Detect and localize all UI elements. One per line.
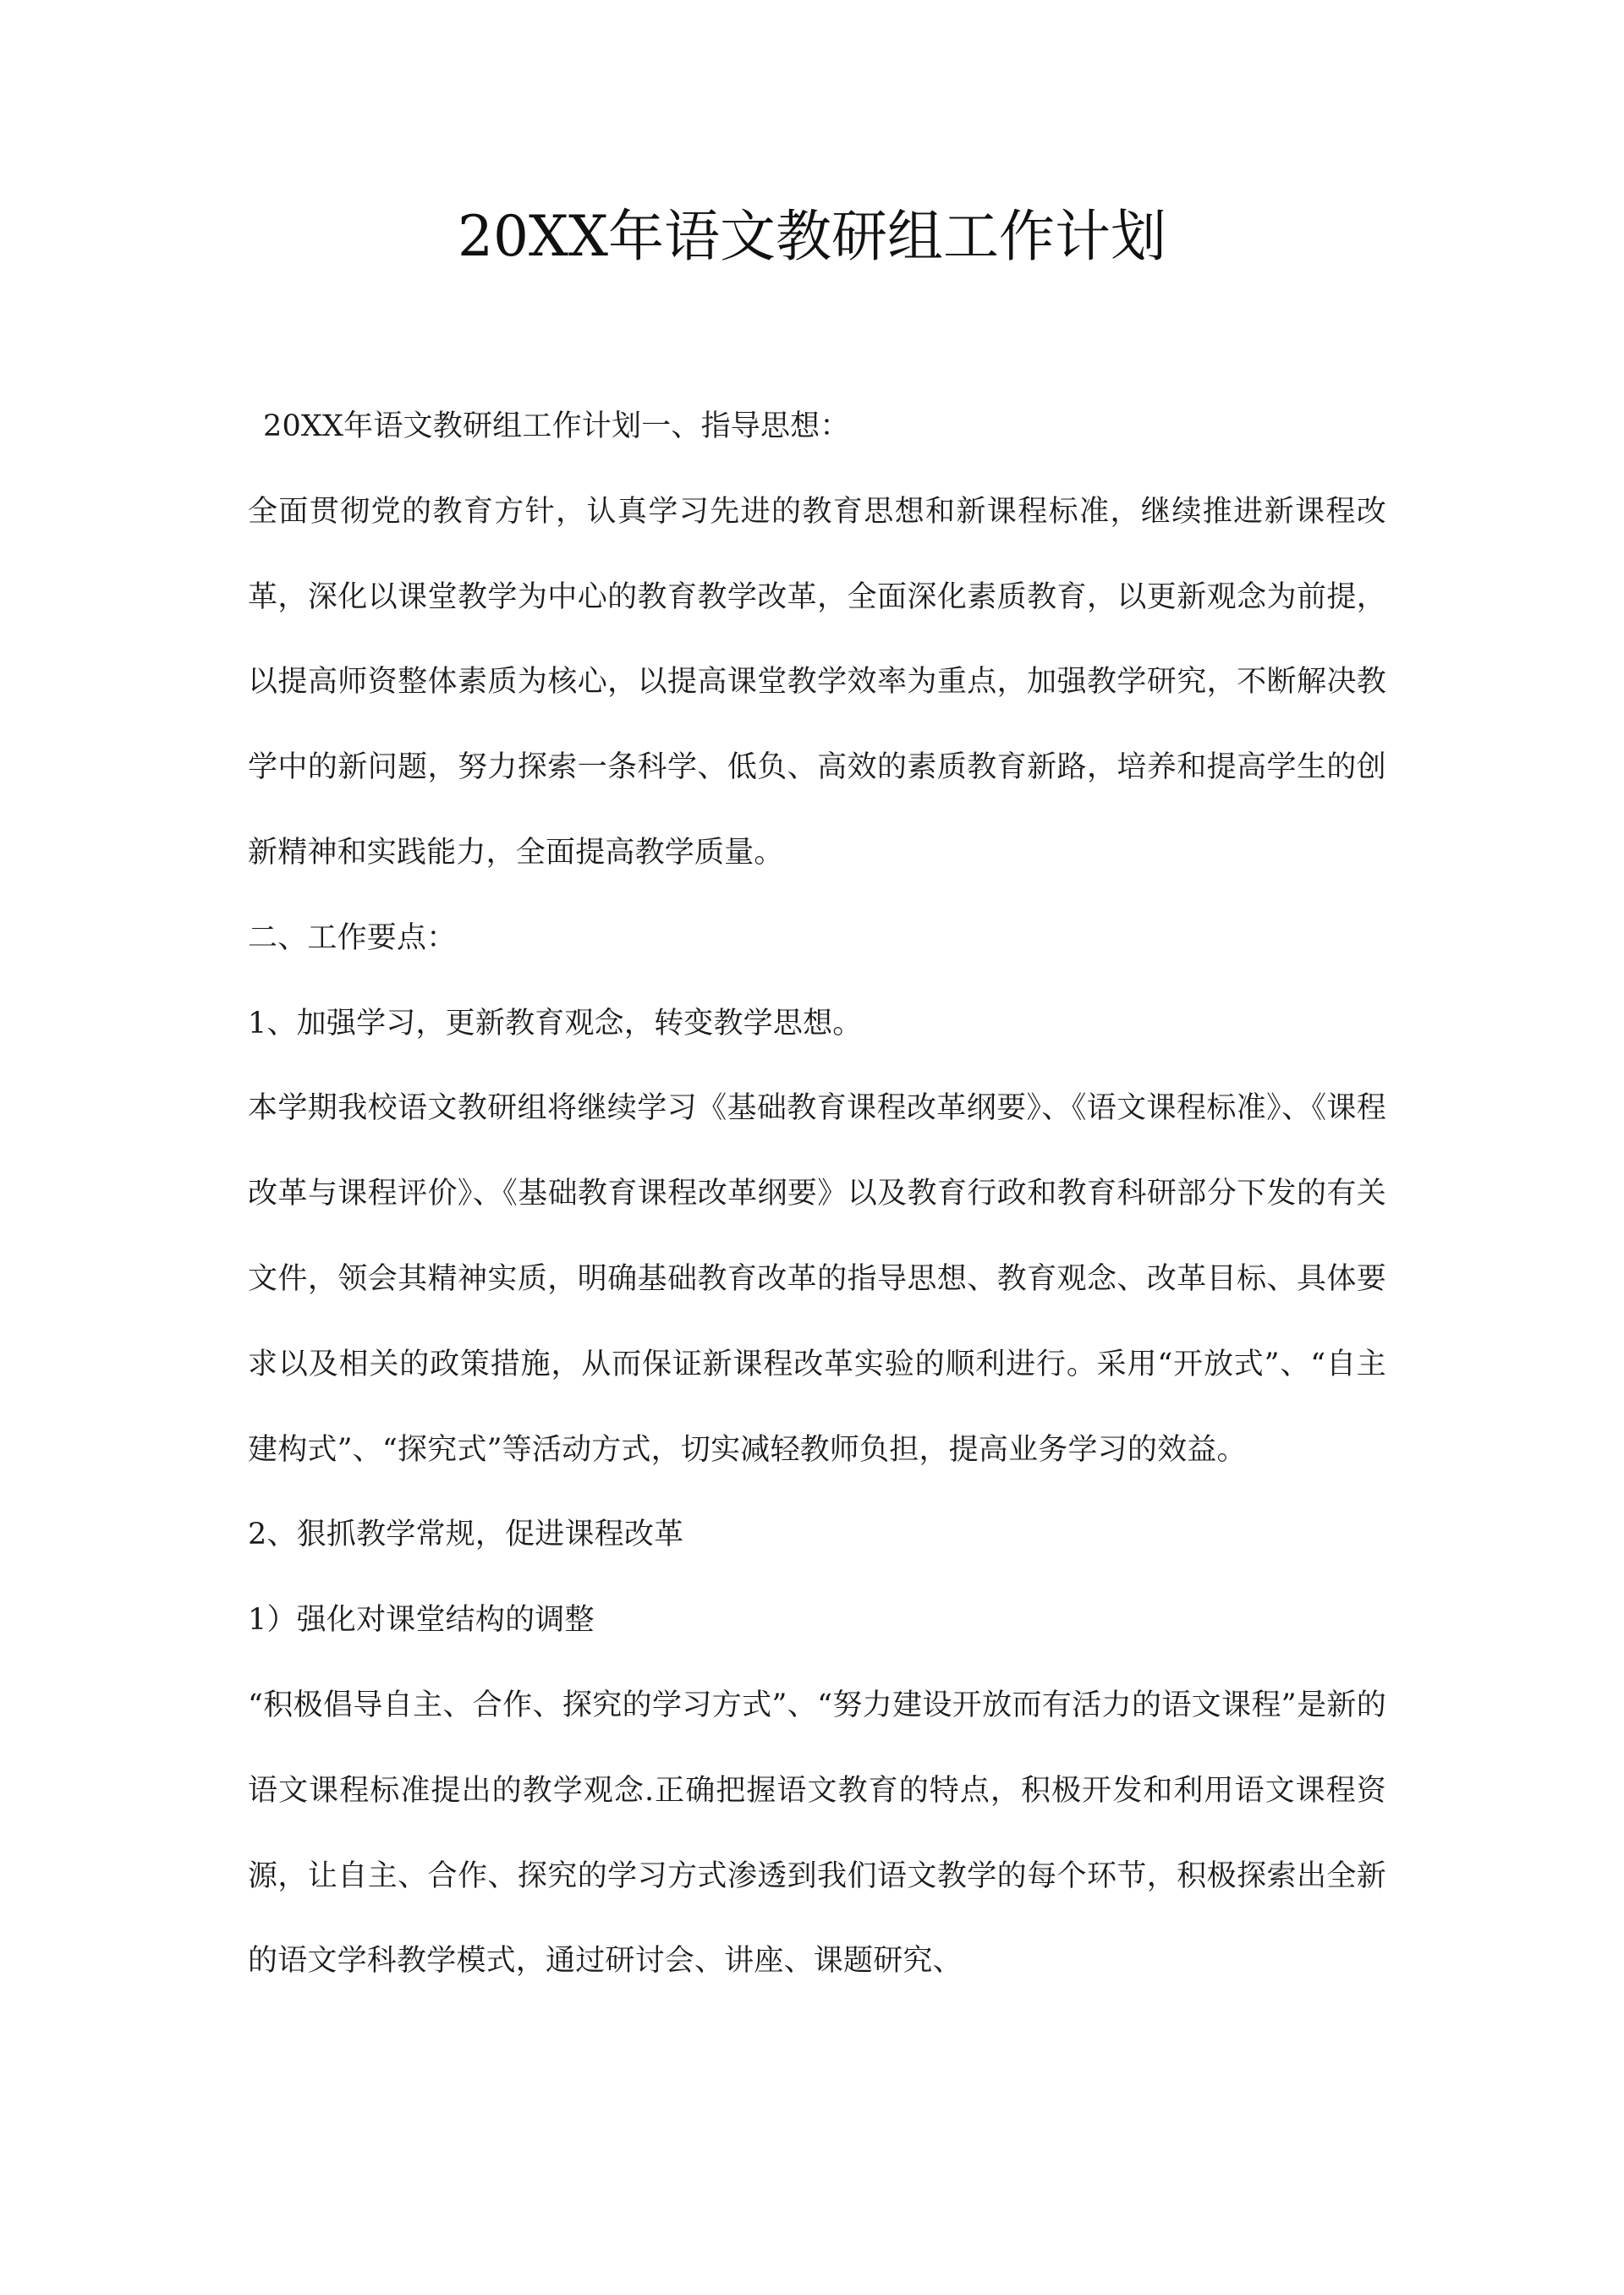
paragraph-intro-heading: 20XX年语文教研组工作计划一、指导思想： (263, 409, 850, 443)
paragraph-work-points-heading: 二、工作要点： (248, 920, 457, 955)
paragraph-guiding-ideology: 全面贯彻党的教育方针，认真学习先进的教育思想和新课程标准，继续推进新课程改革，深化以课堂教学为中心的教育教学改革，全面深化素质教育，以更新观念为前提，以提高师资整体素质为核心，以提高课堂教学效率为重点，加强教学研究，不断解决教学中的新问题，努力探索一条科学、低负、高效的素质教育新路，培养和提高学生的创新精神和实践能力，全面提高教学质量。 (248, 494, 1386, 870)
paragraph-point-2-heading: 2、狠抓教学常规，促进课程改革 (248, 1518, 684, 1552)
document-body (248, 384, 1386, 2004)
paragraph-point-1-body: 本学期我校语文教研组将继续学习《基础教育课程改革纲要》、《语文课程标准》、《课程改革与课程评价》、《基础教育课程改革纲要》以及教育行政和教育科研部分下发的有关文件，领会其精神实质，明确基础教育改革的指导思想、教育观念、改革目标、具体要求以及相关的政策措施，从而保证新课程改革实验的顺利进行。采用“开放式”、“自主建构式”、“探究式”等活动方式，切实减轻教师负担，提高业务学习的效益。 (248, 1091, 1386, 1467)
paragraph-point-1-heading: 1、加强学习，更新教育观念，转变教学思想。 (248, 1006, 863, 1040)
paragraph-point-2-sub-1-body: “积极倡导自主、合作、探究的学习方式”、“努力建设开放而有活力的语文课程”是新的语文课程标准提出的教学观念.正确把握语文教育的特点，积极开发和利用语文课程资源，让自主、合作、探究的学习方式渗透到我们语文教学的每个环节，积极探索出全新的语文学科教学模式，通过研讨会、讲座、课题研究、 (248, 1688, 1386, 1979)
document-title: 20XX年语文教研组工作计划 (458, 204, 1166, 269)
paragraph-point-2-sub-1-heading: 1）强化对课堂结构的调整 (248, 1603, 595, 1638)
